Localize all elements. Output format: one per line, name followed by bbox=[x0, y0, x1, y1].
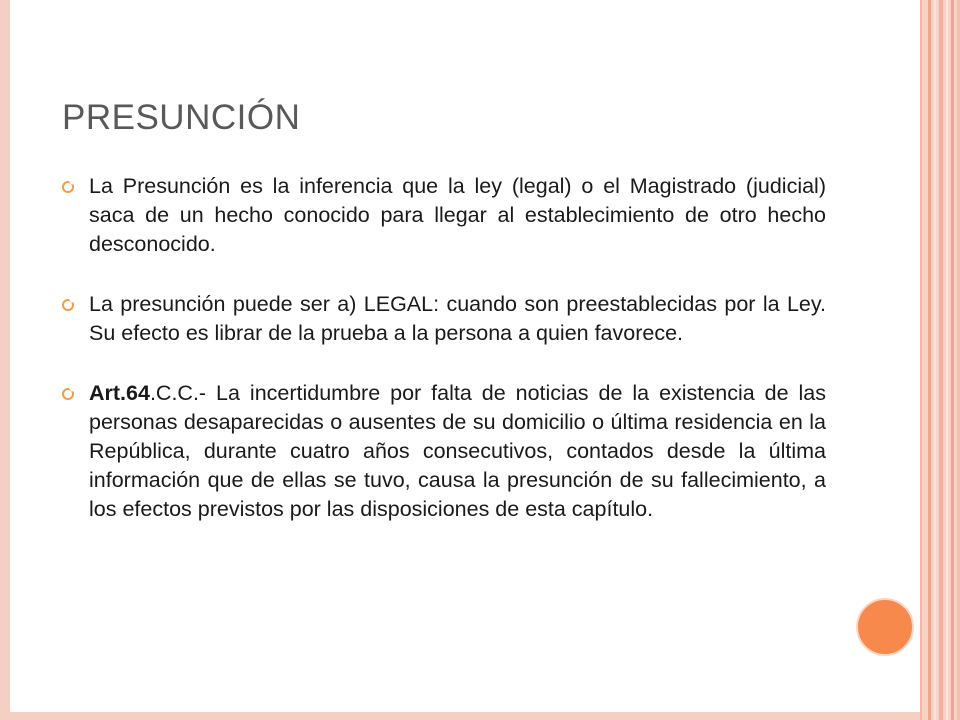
decorative-right-stripes bbox=[920, 0, 960, 720]
bullet-ring-icon bbox=[62, 299, 74, 311]
article-reference: Art.64 bbox=[89, 381, 150, 405]
bullet-list bbox=[60, 172, 826, 555]
stripe bbox=[928, 0, 931, 720]
decorative-orange-circle-icon bbox=[856, 598, 914, 656]
stripe bbox=[920, 0, 922, 720]
bullet-text: La Presunción es la inferencia que la ley (legal) o el Magistrado (judicial) saca de un hecho conocido para llegar al establecimiento de otro hecho desconocido. bbox=[89, 174, 826, 256]
slide-title: PRESUNCIÓN bbox=[62, 98, 301, 137]
slide-frame-left bbox=[0, 0, 10, 720]
bullet-item-legal bbox=[60, 290, 826, 348]
stripe bbox=[939, 0, 943, 720]
bullet-item-definition bbox=[60, 172, 826, 259]
stripe bbox=[934, 0, 936, 720]
bullet-item-article-64 bbox=[60, 379, 826, 524]
slide-frame-bottom bbox=[0, 712, 920, 720]
stripe bbox=[946, 0, 948, 720]
bullet-ring-icon bbox=[62, 388, 74, 400]
stripe bbox=[951, 0, 954, 720]
bullet-text: .C.C.- La incertidumbre por falta de noticias de la existencia de las personas desaparecidas o ausentes de su domicilio o última residencia en la República, durante cuatro años consecutivos, contados desde la última información que de ellas se tuvo, causa la presunción de su fallecimiento, a los efectos previstos por las disposiciones de esta capítulo. bbox=[89, 381, 826, 521]
bullet-text: La presunción puede ser a) LEGAL: cuando son preestablecidas por la Ley. Su efecto es librar de la prueba a la persona a quien favorece. bbox=[89, 292, 826, 345]
bullet-ring-icon bbox=[62, 181, 74, 193]
